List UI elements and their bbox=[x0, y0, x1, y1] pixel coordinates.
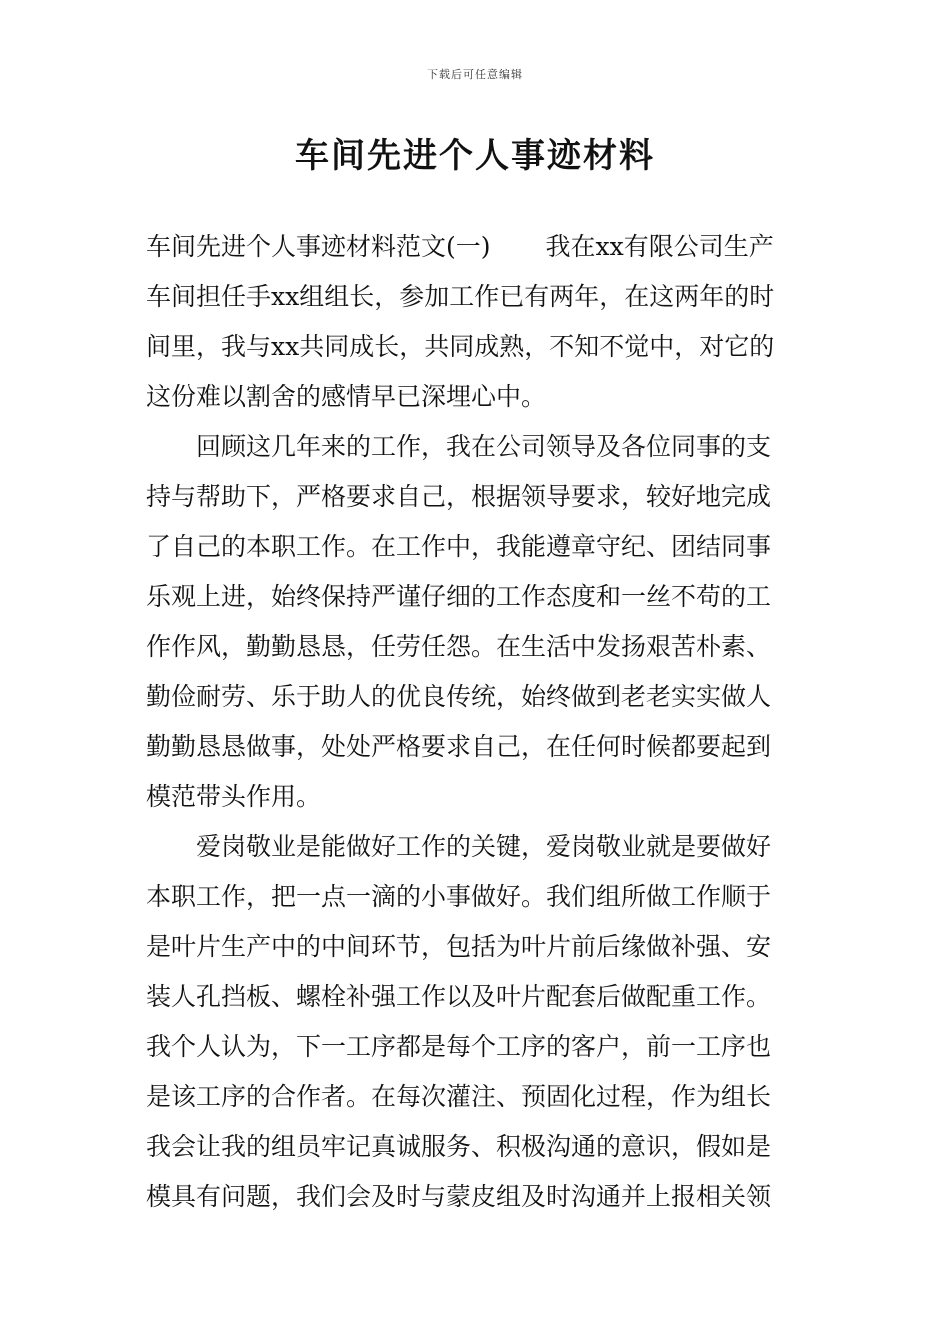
text-line-4: 这份难以割舍的感情早已深埋心中。 bbox=[146, 382, 547, 411]
text-line-9: 作作风，勤勤恳恳，任劳任怨。在生活中发扬艰苦朴素、 bbox=[146, 632, 772, 661]
text-line-14: 本职工作，把一点一滴的小事做好。我们组所做工作顺于 bbox=[146, 882, 772, 911]
text-line-11: 勤勤恳恳做事，处处严格要求自己，在任何时候都要起到 bbox=[146, 732, 772, 761]
text-line-8: 乐观上进，始终保持严谨仔细的工作态度和一丝不苟的工 bbox=[146, 582, 772, 611]
text-line-18: 是该工序的合作者。在每次灌注、预固化过程，作为组长 bbox=[146, 1082, 772, 1111]
text-line-1-continuation: 我在xx有限公司生产 bbox=[545, 232, 774, 261]
text-line-17: 我个人认为，下一工序都是每个工序的客户，前一工序也 bbox=[146, 1032, 772, 1061]
text-line-20: 模具有问题，我们会及时与蒙皮组及时沟通并上报相关领 bbox=[146, 1182, 772, 1211]
text-line-13: 爱岗敬业是能做好工作的关键，爱岗敬业就是要做好 bbox=[146, 832, 772, 861]
text-line-5: 回顾这几年来的工作，我在公司领导及各位同事的支 bbox=[146, 432, 772, 461]
text-line-16: 装人孔挡板、螺栓补强工作以及叶片配套后做配重工作。 bbox=[146, 982, 772, 1011]
text-line-15: 是叶片生产中的中间环节，包括为叶片前后缘做补强、安 bbox=[146, 932, 772, 961]
document-body bbox=[146, 222, 806, 1222]
header-note: 下载后可任意编辑 bbox=[427, 68, 523, 81]
text-line-7: 了自己的本职工作。在工作中，我能遵章守纪、团结同事 bbox=[146, 532, 772, 561]
text-line-1-heading: 车间先进个人事迹材料范文(一) bbox=[146, 232, 491, 261]
document-title: 车间先进个人事迹材料 bbox=[295, 136, 655, 176]
text-line-10: 勤俭耐劳、乐于助人的优良传统，始终做到老老实实做人 bbox=[146, 682, 772, 711]
text-line-1 bbox=[146, 222, 806, 272]
text-line-12: 模范带头作用。 bbox=[146, 782, 322, 811]
text-line-19: 我会让我的组员牢记真诚服务、积极沟通的意识，假如是 bbox=[146, 1132, 772, 1161]
text-line-3: 间里，我与xx共同成长，共同成熟，不知不觉中，对它的 bbox=[146, 332, 775, 361]
text-line-6: 持与帮助下，严格要求自己，根据领导要求，较好地完成 bbox=[146, 482, 772, 511]
text-line-2: 车间担任手xx组组长，参加工作已有两年，在这两年的时 bbox=[146, 282, 775, 311]
